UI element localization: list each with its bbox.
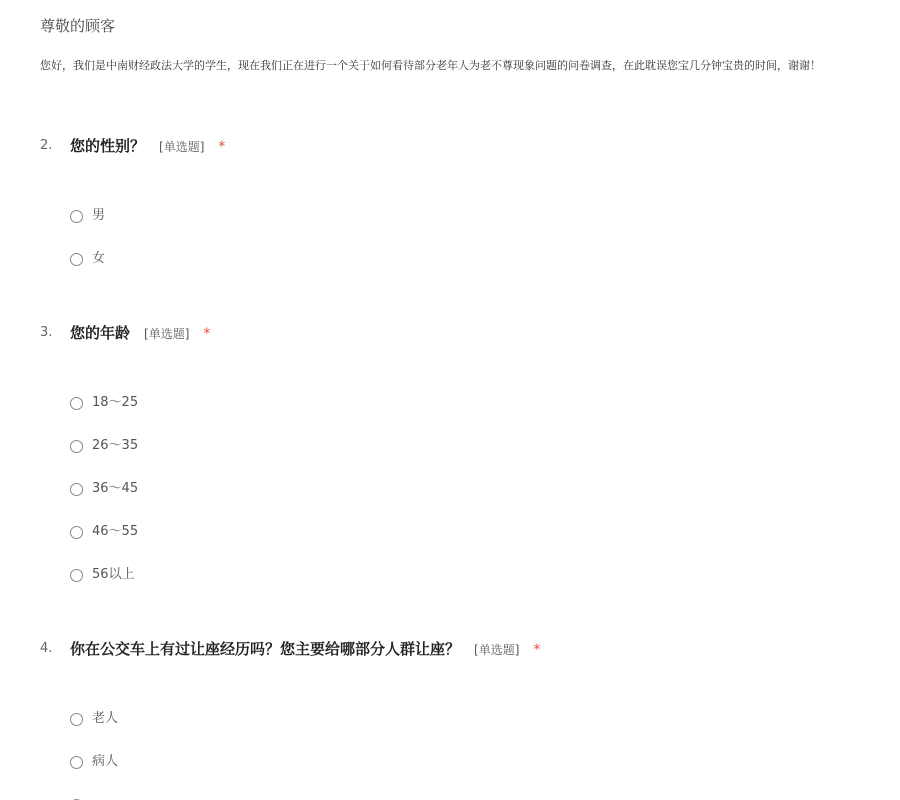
option-partial[interactable]	[70, 794, 92, 800]
question-gender	[40, 134, 890, 158]
radio-button[interactable]	[70, 569, 83, 582]
question-title	[70, 637, 540, 662]
option-label: 男	[92, 208, 106, 223]
option-label: 18～25	[92, 395, 139, 410]
option-label: 女	[92, 251, 106, 266]
option-label: 病人	[92, 754, 119, 769]
question-type: [单选题]	[159, 140, 205, 154]
radio-button[interactable]	[70, 483, 83, 496]
option-label: 36～45	[92, 481, 139, 496]
radio-button[interactable]	[70, 397, 83, 410]
radio-button[interactable]	[70, 526, 83, 539]
option-female[interactable]	[70, 248, 105, 270]
question-type: [单选题]	[144, 327, 190, 341]
question-age	[40, 321, 890, 345]
option-label: 老人	[92, 711, 119, 726]
question-seat-giving	[40, 637, 890, 661]
option-male[interactable]	[70, 205, 105, 227]
question-title-text: 您的年龄	[70, 324, 131, 342]
option-label: 46～55	[92, 524, 139, 539]
radio-button[interactable]	[70, 713, 83, 726]
option-age-18-25[interactable]	[70, 392, 138, 414]
question-number: 3.	[40, 325, 53, 340]
intro-text: 您好，我们是中南财经政法大学的学生，现在我们正在进行一个关于如何看待部分老年人为老不尊现象问题的问卷调查，在此耽误您宝几分钟宝贵的时间，谢谢！	[40, 59, 821, 72]
question-title-text: 你在公交车上有过让座经历吗？您主要给哪部分人群让座？	[70, 640, 461, 658]
greeting-heading: 尊敬的顾客	[40, 17, 116, 35]
question-number: 4.	[40, 641, 53, 656]
question-type: [单选题]	[474, 643, 520, 657]
radio-button[interactable]	[70, 440, 83, 453]
option-age-26-35[interactable]	[70, 435, 138, 457]
question-title	[70, 321, 210, 346]
option-label: 56以上	[92, 567, 135, 582]
required-marker: *	[533, 642, 541, 658]
option-age-36-45[interactable]	[70, 478, 138, 500]
option-age-46-55[interactable]	[70, 521, 138, 543]
question-number: 2.	[40, 138, 53, 153]
option-sick[interactable]	[70, 751, 118, 773]
question-header	[40, 637, 890, 661]
question-header	[40, 321, 890, 345]
question-title	[70, 134, 225, 159]
option-label: 26～35	[92, 438, 139, 453]
required-marker: *	[218, 139, 226, 155]
option-elderly[interactable]	[70, 708, 118, 730]
radio-button[interactable]	[70, 253, 83, 266]
radio-button[interactable]	[70, 210, 83, 223]
option-age-56-plus[interactable]	[70, 564, 135, 586]
radio-button[interactable]	[70, 756, 83, 769]
question-title-text: 您的性别？	[70, 137, 146, 155]
question-header	[40, 134, 890, 158]
required-marker: *	[203, 326, 211, 342]
